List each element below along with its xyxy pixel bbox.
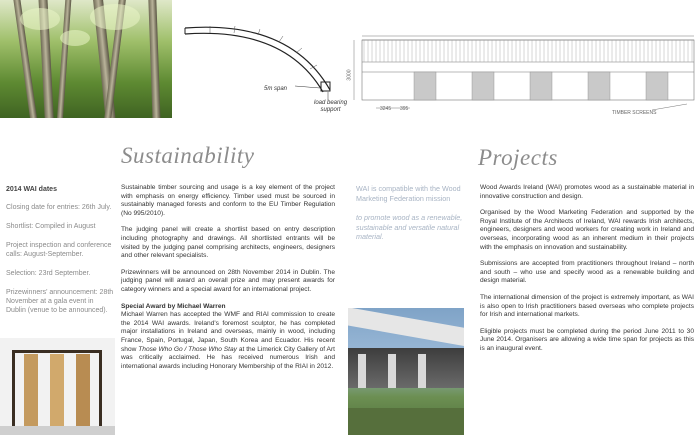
height-dimension: 3000: [346, 69, 353, 81]
projects-paragraph: Wood Awards Ireland (WAI) promotes wood as a sustainable material in innovative construction and design.: [480, 184, 694, 200]
special-award-section: [121, 303, 335, 372]
projects-body: [480, 184, 694, 362]
sustainability-paragraph: Sustainable timber sourcing and usage is a key element of the project with emphasis on energy efficiency. Timber used must be sourced in sustainably managed forests and conform to the EU Timber Regulation (No 995/2010).: [121, 184, 335, 217]
projects-paragraph: The international dimension of the project is extremely important, as WAI is also open to Irish practitioners based overseas who complete projects for Irish and international markets.: [480, 293, 694, 319]
dimension-mid: 395: [400, 106, 409, 112]
mission-note: [356, 184, 474, 242]
special-award-title: Special Award by Michael Warren: [121, 302, 226, 310]
projects-paragraph: Submissions are accepted from practitioners throughout Ireland – north and south – who use and specify wood as a renewable building and design material.: [480, 260, 694, 285]
projects-heading: Projects: [478, 145, 558, 170]
date-item: Shortlist: Compiled in August: [6, 223, 96, 230]
date-item: Selection: 23rd September.: [6, 270, 91, 277]
sustainability-heading: Sustainability: [121, 143, 255, 168]
dates-panel: [6, 186, 114, 315]
special-award-text-end: at the Limerick City Gallery of Art was critically acclaimed. He has received numerous Irish and international awards including Honorary Membership of the RIAI in 2012.: [121, 345, 335, 370]
projects-paragraph: Organised by the Wood Marketing Federation and supported by the Royal Institute of the Architects of Ireland, WAI rewards Irish architects, engineers, designers and wood workers for creating work in Ireland and overseas, incorporating wood as an inherent medium in their projects with the emphasis on innovation and sustainability.: [480, 209, 694, 251]
special-award-text: Michael Warren has accepted the WMF and RIAI commission to create the 2014 WAI awards. Ireland's foremost sculptor, he has completed major installations in Ireland and overseas, mainly in wood, including France, Spain, Portugal, Japan, South Korea and Ecuador. His recent show: [121, 311, 335, 353]
date-item: Prizewinners' announcement: 28th November at a gala event in Dublin (venue to be announced).: [6, 289, 114, 314]
sustainability-paragraph: The judging panel will create a shortlist based on entry description including photography and drawings. All shortlisted entrants will be visited by the judging panel comprising architects, engineers, designers and other relevant specialists.: [121, 226, 335, 260]
span-label: 5m span: [264, 86, 288, 92]
support-label-line-1: load bearing: [314, 100, 348, 106]
projects-paragraph: Eligible projects must be completed during the period June 2011 to 30 June 2014. Organisers are allowing a wide time span for projects as this is an inaugural event.: [480, 327, 694, 352]
mission-note-line-2: to promote wood as a renewable, sustainable and versatile natural material.: [356, 213, 463, 242]
mission-note-line-1: WAI is compatible with the Wood Marketing Federation mission: [356, 184, 461, 203]
dates-title: 2014 WAI dates: [6, 186, 57, 193]
forest-photo: [0, 0, 172, 118]
special-award-show-title: Those Who Go / Those Who Stay: [138, 345, 237, 353]
sustainability-paragraph: Prizewinners will be announced on 28th November 2014 in Dublin. The judging panel will award an overall prize and may present awards for category winners and a special award for an international project.: [121, 268, 335, 293]
dimension-left: 3245: [380, 106, 392, 112]
timber-screens-label: TIMBER SCREENS: [612, 110, 657, 116]
bridge-photo: [348, 308, 464, 435]
date-item: Closing date for entries: 26th July.: [6, 204, 112, 211]
support-label: [314, 100, 347, 114]
sustainability-body: [121, 184, 335, 371]
elevation-drawing: [352, 18, 700, 118]
support-label-line-2: support: [320, 107, 341, 113]
sculpture-photo: [0, 338, 115, 435]
date-item: Project inspection and conference calls: August-September.: [6, 242, 112, 258]
